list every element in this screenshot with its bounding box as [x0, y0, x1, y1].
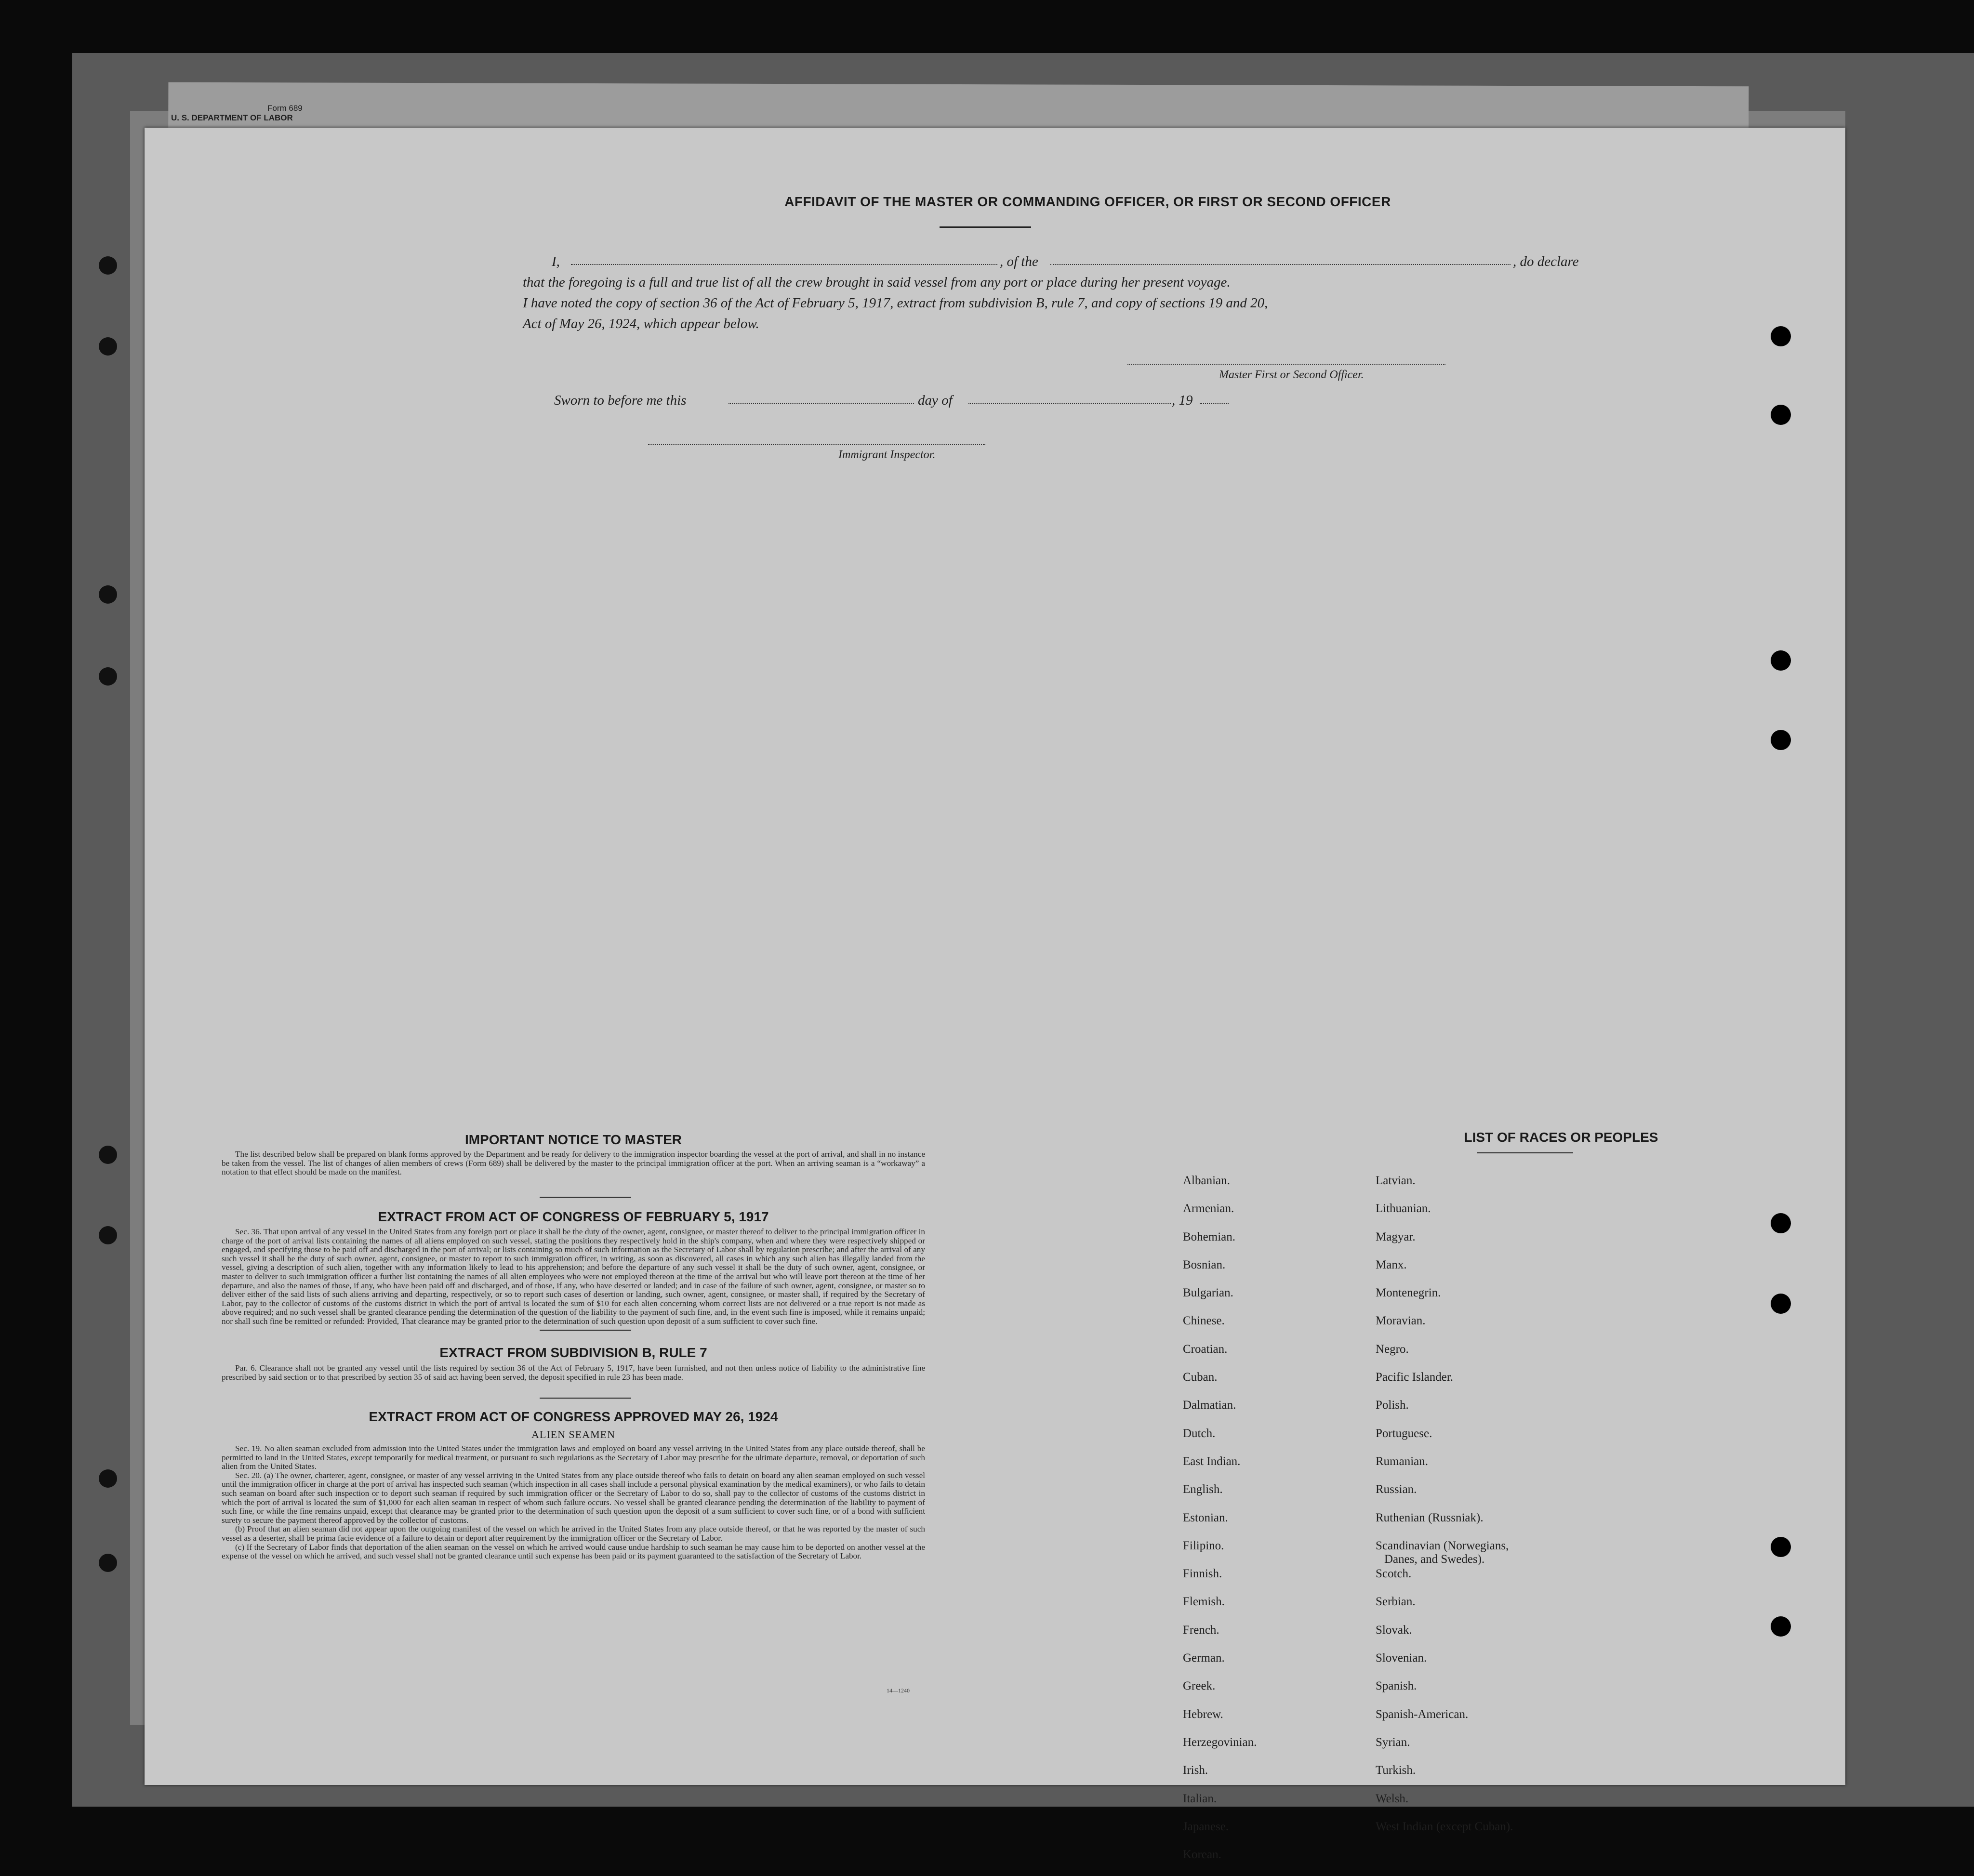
race-item: Spanish-American. — [1376, 1707, 1469, 1721]
race-item: Latvian. — [1376, 1174, 1416, 1187]
race-item: Chinese. — [1183, 1314, 1225, 1328]
binder-hole — [99, 1554, 117, 1572]
notice-title: IMPORTANT NOTICE TO MASTER — [464, 1132, 682, 1147]
binder-hole — [1771, 1213, 1791, 1233]
race-item: Russian. — [1376, 1483, 1417, 1496]
race-item: Syrian. — [1376, 1735, 1410, 1749]
inspector-label: Immigrant Inspector. — [838, 449, 936, 461]
binder-hole — [1771, 1537, 1791, 1557]
race-item: Spanish. — [1376, 1679, 1417, 1693]
race-item: Estonian. — [1183, 1511, 1228, 1524]
race-item: Negro. — [1376, 1342, 1409, 1356]
sworn-text: Sworn to before me this — [554, 393, 687, 408]
crew-manifest-back-page — [145, 128, 1845, 1862]
race-item: Greek. — [1183, 1679, 1216, 1693]
race-item: Turkish. — [1376, 1764, 1416, 1777]
race-item: Welsh. — [1376, 1792, 1409, 1805]
race-item: Pacific Islander. — [1376, 1371, 1454, 1384]
race-item: Irish. — [1183, 1764, 1208, 1777]
affidavit-line-3: I have noted the copy of section 36 of the Act of February 5, 1917, extract from subdivision B, rule 7, and copy of sections 19 and 20, — [523, 295, 1268, 311]
race-item: Bohemian. — [1183, 1230, 1236, 1243]
race-item: Dalmatian. — [1183, 1399, 1236, 1412]
extract-1917-title: EXTRACT FROM ACT OF CONGRESS OF FEBRUARY 5, 1917 — [378, 1209, 769, 1224]
inspector-signature-line — [648, 444, 985, 445]
race-item: English. — [1183, 1483, 1223, 1496]
section-rule — [540, 1197, 631, 1198]
race-item: Montenegrin. — [1376, 1286, 1441, 1300]
binder-hole — [1771, 730, 1791, 750]
title-rule — [940, 226, 1031, 228]
binder-hole — [1771, 1616, 1791, 1637]
rule7-title: EXTRACT FROM SUBDIVISION B, RULE 7 — [439, 1345, 707, 1360]
race-item: Hebrew. — [1183, 1707, 1223, 1721]
master-signature-line — [1127, 364, 1445, 365]
alien-seamen-subtitle: ALIEN SEAMEN — [531, 1428, 615, 1440]
binder-hole — [1771, 405, 1791, 425]
rule7-text: Par. 6. Clearance shall not be granted any vessel until the lists required by section 36 of the Act of February 5, 1917, have been furnished, and not then unless notice of liability to the administrative fine prescribed by said section or to that prescribed by section 35 of said act having been served, the deposit specified in rule 23 has been made. — [222, 1363, 925, 1382]
binder-hole — [99, 667, 117, 686]
races-column-2 — [1376, 1174, 1665, 1848]
master-label: Master First or Second Officer. — [1219, 369, 1364, 381]
affidavit-line-2: that the foregoing is a full and true list of all the crew brought in said vessel from any port or place during her present voyage. — [523, 275, 1231, 290]
binder-hole — [1771, 650, 1791, 671]
affidavit-i: I, — [552, 254, 560, 269]
race-item: East Indian. — [1183, 1454, 1241, 1468]
department-name: U. S. DEPARTMENT OF LABOR — [171, 113, 293, 122]
race-item: Moravian. — [1376, 1314, 1426, 1328]
binder-hole — [99, 337, 117, 356]
race-item: Korean. — [1183, 1848, 1221, 1862]
extract-1917-text: Sec. 36. That upon arrival of any vessel in the United States from any foreign port or place it shall be the duty of the owner, agent, consignee, or master thereof to deliver to the principal immigration officer in charge of the port of arrival lists containing the names of all aliens employed on such vessel, stating the positions they respectively hold in the ship's company, when and where they were respectively shipped or engaged, and specifying those to be paid off and discharged in the port of arrival; or lists containing so much of such information as the Secretary of Labor shall by regulation prescribe; and after the arrival of any such vessel it shall be the duty of such owner, agent, consignee, or master to report to such immigration officer, in writing, as soon as discovered, all cases in which any such alien has illegally landed from the vessel, giving a description of such alien, together with any information likely to lead to his apprehension; and before the departure of any such vessel it shall be the duty of such owner, agent, consignee, or master to deliver to such immigration officer a further list containing the names of all alien employees who were not employed thereon at the time of the arrival but who will leave port thereon at the time of her departure, and also the names of those, if any, who have been paid off and discharged, and of those, if any, who have deserted or landed; and in case of the failure of such owner, agent, consignee, or master so to deliver either of the said lists of such aliens arriving and departing, respectively, or so to report such cases of desertion or landing, such owner, agent, consignee, or master shall, if required by the Secretary of Labor, pay to the collector of customs of the customs district in which the port of arrival is located the sum of $10 for each alien concerning whom correct lists are not delivered or a true report is not made as above required; and no such vessel shall be granted clearance pending the determination of the question of the liability to the payment of such fine, and, in the event such fine is imposed, while it remains unpaid; nor shall such fine be remitted or refunded: Provided, That clearance may be granted prior to the determination of such question upon deposit of a sum sufficient to cover such fine. — [222, 1227, 925, 1326]
race-item: Bosnian. — [1183, 1258, 1226, 1271]
day-blank — [729, 403, 914, 404]
binder-hole — [99, 1146, 117, 1164]
race-item: Scotch. — [1376, 1567, 1412, 1581]
race-item: French. — [1183, 1623, 1219, 1637]
race-item: Filipino. — [1183, 1539, 1224, 1552]
race-item-line: Scandinavian (Norwegians, — [1376, 1539, 1509, 1552]
race-item: Dutch. — [1183, 1427, 1216, 1440]
race-item: German. — [1183, 1651, 1225, 1665]
race-item: Lithuanian. — [1376, 1202, 1431, 1215]
races-column-1 — [1183, 1174, 1376, 1876]
races-rule — [1477, 1152, 1573, 1153]
race-item: Manx. — [1376, 1258, 1407, 1271]
race-item: Armenian. — [1183, 1202, 1234, 1215]
race-item: Bulgarian. — [1183, 1286, 1233, 1300]
race-item: Slovak. — [1376, 1623, 1412, 1637]
extract-1924-text: Sec. 19. No alien seaman excluded from admission into the United States under the immigration laws and employed on board any vessel arriving in the United States from any place outside thereof, shall be permitted to land in the United States, except temporarily for medical treatment, or pursuant to such regulations as the Secretary of Labor may prescribe for the ultimate departure, removal, or deportation of such alien from the United States. Sec. 20. (a) The owner, charterer, agent, consignee, or master of any vessel arriving in the United States from any place outside thereof who fails to detain on board any alien seaman employed on such vessel until the immigration officer in charge at the port of arrival has inspected such seaman (which inspection in all cases shall include a personal physical examination by the medical examiners), or who fails to detain such seaman on board after such inspection or to deport such seaman if required by such immigration officer or the Secretary of Labor to do so, shall pay to the collector of customs of the customs district in which the port of arrival is located the sum of $1,000 for each alien seaman in respect of whom such failure occurs. No vessel shall be granted clearance pending the determination of the liability to payment of such fine, or while the fine remains unpaid, except that clearance may be granted prior to the determination of such question upon the deposit of a sum sufficient to cover such fine, or of a bond with sufficient surety to secure the payment thereof approved by the collector of customs. (b) Proof that an alien seaman did not appear upon the outgoing manifest of the vessel on which he arrived in the United States from any place outside thereof, or that he was reported by the master of such vessel as a deserter, shall be prima facie evidence of a failure to detain or deport after requirement by the immigration officer or the Secretary of Labor. (c) If the Secretary of Labor finds that deportation of the alien seaman on the vessel on which he arrived would cause undue hardship to such seaman he may cause him to be deported on another vessel at the expense of the vessel on which he arrived, and such vessel shall not be granted clearance until such expense has been paid or its payment guaranteed to the satisfaction of the Secretary of Labor. — [222, 1444, 925, 1561]
races-title: LIST OF RACES OR PEOPLES — [1464, 1130, 1658, 1145]
race-item: Cuban. — [1183, 1371, 1218, 1384]
race-item: Portuguese. — [1376, 1427, 1432, 1440]
race-item: Japanese. — [1183, 1820, 1229, 1833]
race-item: Polish. — [1376, 1399, 1409, 1412]
binder-hole — [99, 1226, 117, 1244]
section-rule — [540, 1398, 631, 1399]
binder-hole — [1771, 326, 1791, 346]
race-item: Serbian. — [1376, 1595, 1416, 1609]
form-number: Form 689 — [267, 104, 303, 113]
race-item: Flemish. — [1183, 1595, 1225, 1609]
year-prefix: , 19 — [1172, 393, 1193, 408]
binder-hole — [99, 256, 117, 275]
race-item: Ruthenian (Russniak). — [1376, 1511, 1484, 1524]
extract-1924-title: EXTRACT FROM ACT OF CONGRESS APPROVED MAY 26, 1924 — [369, 1409, 778, 1424]
month-blank — [968, 403, 1171, 404]
year-blank — [1200, 403, 1229, 404]
race-item: Magyar. — [1376, 1230, 1416, 1243]
race-item-scandinavian — [1376, 1539, 1665, 1567]
race-item: Croatian. — [1183, 1342, 1228, 1356]
notice-text: The list described below shall be prepared on blank forms approved by the Department and be ready for delivery to the immigration inspector boarding the vessel at the port of arrival, and shall in no instance be taken from the vessel. The list of changes of alien members of crews (Form 689) shall be delivered by the master to the principal immigration officer at the port. When an arriving seaman is a “workaway” a notation to that effect should be made on the manifest. — [222, 1149, 925, 1177]
race-item: Slovenian. — [1376, 1651, 1427, 1665]
print-form-number: 14—1240 — [887, 1687, 910, 1694]
binder-hole — [99, 585, 117, 604]
binder-hole — [1771, 1294, 1791, 1314]
race-item: West Indian (except Cuban). — [1376, 1820, 1513, 1833]
name-blank — [571, 264, 997, 265]
race-item: Albanian. — [1183, 1174, 1230, 1187]
section-rule — [540, 1330, 631, 1331]
affidavit-do-declare: , do declare — [1513, 254, 1579, 269]
race-item: Italian. — [1183, 1792, 1217, 1805]
affidavit-title: AFFIDAVIT OF THE MASTER OR COMMANDING OFFICER, OR FIRST OR SECOND OFFICER — [784, 194, 1391, 209]
vessel-blank — [1050, 264, 1510, 265]
day-of-text: day of — [918, 393, 953, 408]
affidavit-of-the: , of the — [1000, 254, 1038, 269]
race-item: Herzegovinian. — [1183, 1735, 1257, 1749]
race-item: Rumanian. — [1376, 1454, 1429, 1468]
race-item: Finnish. — [1183, 1567, 1222, 1581]
affidavit-line-4: Act of May 26, 1924, which appear below. — [523, 316, 759, 331]
race-item-line: Danes, and Swedes). — [1384, 1552, 1485, 1566]
binder-hole — [99, 1469, 117, 1488]
